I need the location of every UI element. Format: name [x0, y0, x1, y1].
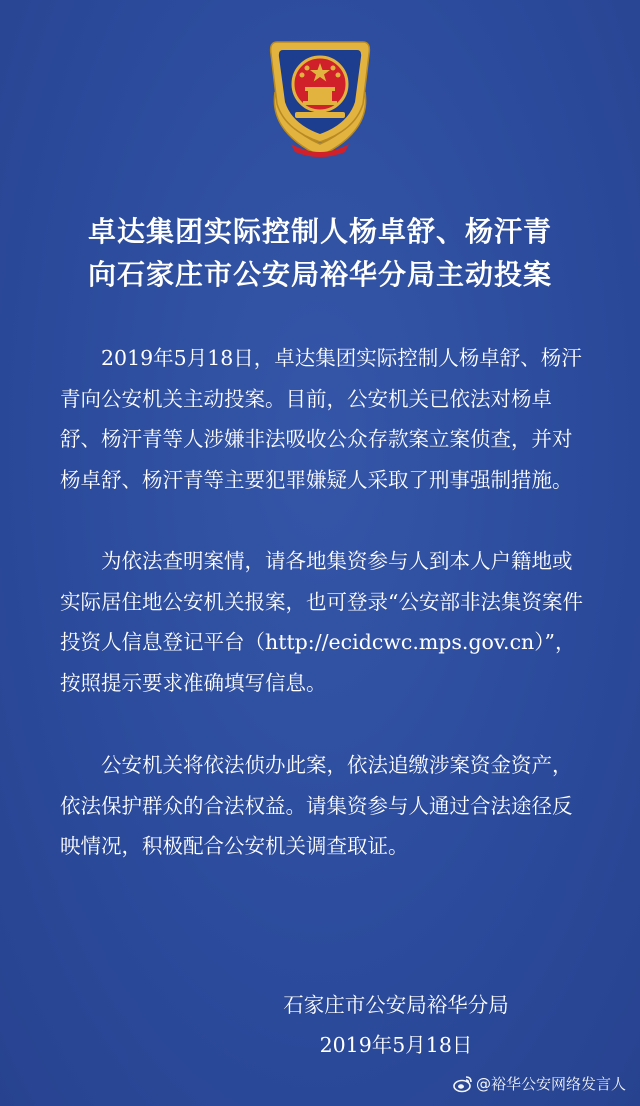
- body-paragraph-1: [60, 338, 585, 501]
- signature-date: 2019年5月18日: [319, 1033, 473, 1057]
- body-paragraph-3: [60, 745, 585, 867]
- notice-title-line-1: 卓达集团实际控制人杨卓舒、杨汗青: [87, 215, 552, 248]
- police-emblem-icon: [255, 32, 385, 162]
- body-paragraph-2: [60, 541, 585, 704]
- signature-organization: 石家庄市公安局裕华分局: [283, 993, 509, 1017]
- weibo-icon: [453, 1075, 473, 1093]
- watermark-text: @裕华公安网络发言人: [475, 1075, 626, 1093]
- paragraph-3-text: 公安机关将依法侦办此案，依法追缴涉案资金资产，依法保护群众的合法权益。请集资参与人通过合法途径反映情况，积极配合公安机关调查取证。: [60, 753, 573, 859]
- paragraph-1-text: 2019年5月18日，卓达集团实际控制人杨卓舒、杨汗青向公安机关主动投案。目前，公安机关已依法对杨卓舒、杨汗青等人涉嫌非法吸收公众存款案立案侦查，并对杨卓舒、杨汗青等主要犯罪嫌疑人采取了刑事强制措施。: [60, 346, 582, 493]
- notice-title-line-2: 向石家庄市公安局裕华分局主动投案: [87, 258, 552, 291]
- paragraph-2-text: 为依法查明案情，请各地集资参与人到本人户籍地或实际居住地公安机关报案，也可登录“公安部非法集资案件投资人信息登记平台（http://ecidcwc.mps.gov.cn）”，按照提示要求准确填写信息。: [60, 549, 583, 696]
- weibo-watermark: [453, 1073, 626, 1094]
